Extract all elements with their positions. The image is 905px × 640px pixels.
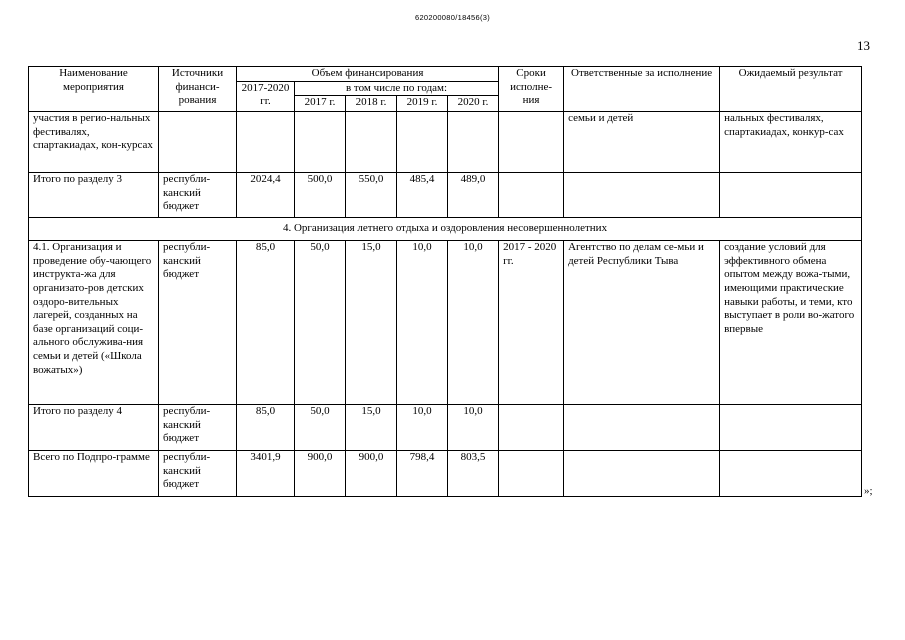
cell-total: 85,0 (237, 241, 295, 405)
cell-result (720, 173, 862, 218)
header-result: Ожидаемый результат (720, 67, 862, 112)
cell-term (499, 173, 564, 218)
cell-2017: 50,0 (295, 241, 346, 405)
cell-2017: 900,0 (295, 451, 346, 497)
cell-2019: 798,4 (397, 451, 448, 497)
cell-name: Итого по разделу 3 (29, 173, 159, 218)
cell-term: 2017 - 2020 гг. (499, 241, 564, 405)
table-row (29, 173, 862, 218)
table-row (29, 451, 862, 497)
section-4-title: 4. Организация летнего отдыха и оздоровления несовершеннолетних (29, 218, 862, 241)
header-2020: 2020 г. (448, 96, 499, 112)
header-2018: 2018 г. (346, 96, 397, 112)
cell-name: Всего по Подпро-грамме (29, 451, 159, 497)
cell-responsible: семьи и детей (564, 112, 720, 173)
header-2019: 2019 г. (397, 96, 448, 112)
cell-result (720, 451, 862, 497)
cell-2019: 485,4 (397, 173, 448, 218)
cell-source: республи-канский бюджет (159, 241, 237, 405)
cell-2020 (448, 112, 499, 173)
table-row (29, 241, 862, 405)
cell-2019: 10,0 (397, 241, 448, 405)
cell-2018: 900,0 (346, 451, 397, 497)
cell-2019: 10,0 (397, 405, 448, 451)
cell-total: 85,0 (237, 405, 295, 451)
header-2017: 2017 г. (295, 96, 346, 112)
cell-2020: 10,0 (448, 405, 499, 451)
cell-2020: 489,0 (448, 173, 499, 218)
cell-2017: 500,0 (295, 173, 346, 218)
header-sources: Источники финанси-рования (159, 67, 237, 112)
cell-2017 (295, 112, 346, 173)
cell-term (499, 451, 564, 497)
cell-responsible (564, 405, 720, 451)
cell-name: Итого по разделу 4 (29, 405, 159, 451)
header-terms: Сроки исполне-ния (499, 67, 564, 112)
cell-2020: 10,0 (448, 241, 499, 405)
cell-responsible (564, 451, 720, 497)
cell-total: 2024,4 (237, 173, 295, 218)
closing-mark: »; (864, 485, 873, 497)
cell-2018 (346, 112, 397, 173)
cell-2017: 50,0 (295, 405, 346, 451)
cell-2018: 15,0 (346, 241, 397, 405)
cell-source: республи-канский бюджет (159, 405, 237, 451)
header-responsible: Ответственные за исполнение (564, 67, 720, 112)
table-row (29, 405, 862, 451)
header-row-1 (29, 67, 862, 82)
cell-responsible: Агентство по делам се-мьи и детей Республики Тыва (564, 241, 720, 405)
financing-table (28, 66, 862, 497)
cell-2018: 15,0 (346, 405, 397, 451)
cell-result (720, 405, 862, 451)
cell-result: создание условий для эффективного обмена опытом между вожа-тыми, имеющими практические навыки работы, и теми, кто выступает в роли во-жатого впервые (720, 241, 862, 405)
cell-total (237, 112, 295, 173)
table-row (29, 112, 862, 173)
header-by-years: в том числе по годам: (295, 81, 499, 96)
cell-source (159, 112, 237, 173)
page-number: 13 (857, 38, 870, 53)
cell-name: участия в регио-нальных фестивалях, спартакиадах, кон-курсах (29, 112, 159, 173)
header-total-period: 2017-2020 гг. (237, 81, 295, 112)
cell-name: 4.1. Организация и проведение обу-чающего инструкта-жа для организато-ров детских оздоро-вительных лагерей, созданных на базе организаций соци-ального обслужива-ния семьи и детей («Школа вожатых») (29, 241, 159, 405)
cell-term (499, 405, 564, 451)
cell-total: 3401,9 (237, 451, 295, 497)
cell-source: республи-канский бюджет (159, 451, 237, 497)
cell-2018: 550,0 (346, 173, 397, 218)
cell-2020: 803,5 (448, 451, 499, 497)
cell-responsible (564, 173, 720, 218)
cell-result: нальных фестивалях, спартакиадах, конкур-сах (720, 112, 862, 173)
cell-term (499, 112, 564, 173)
section-row (29, 218, 862, 241)
document-id: 620200080/18456(3) (414, 13, 491, 22)
cell-2019 (397, 112, 448, 173)
cell-source: республи-канский бюджет (159, 173, 237, 218)
header-volume: Объем финансирования (237, 67, 499, 82)
header-name: Наименование мероприятия (29, 67, 159, 112)
